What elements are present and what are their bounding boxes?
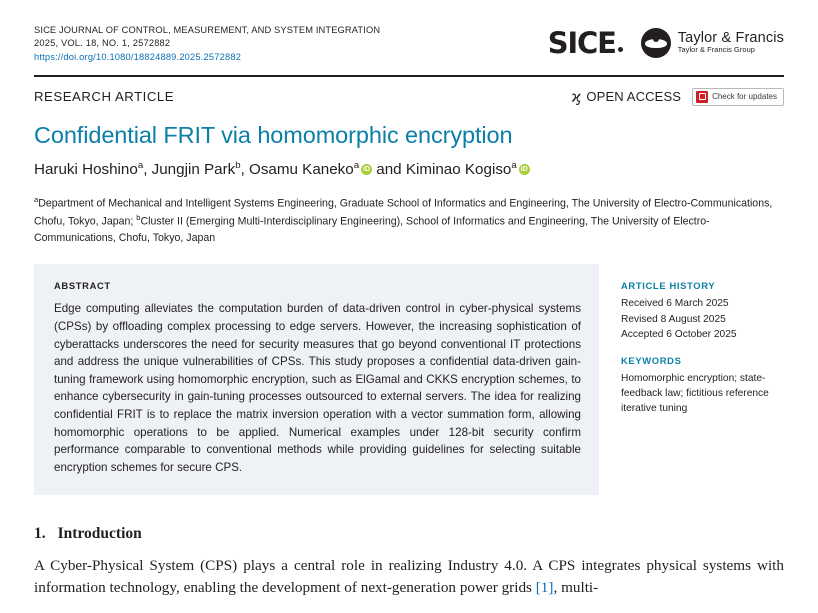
author-separator: and: [372, 160, 406, 178]
taylor-francis-mark-icon: [641, 28, 671, 58]
article-history-group: [621, 280, 784, 341]
masthead-divider: [34, 75, 784, 77]
open-access-lock-icon: ϗ: [571, 88, 582, 107]
abstract-section: [34, 264, 784, 494]
brand-logos: [548, 22, 784, 60]
orcid-icon[interactable]: [361, 164, 372, 175]
article-type: RESEARCH ARTICLE: [34, 89, 175, 105]
citation-link[interactable]: [1]: [535, 578, 554, 596]
publisher-name: Taylor & Francis: [677, 29, 784, 46]
orcid-icon[interactable]: [519, 164, 530, 175]
author-list: [34, 160, 784, 180]
affiliations: [34, 194, 784, 247]
affiliation-text: Cluster II (Emerging Multi-Interdisciplinary Engineering), School of Informatics and Engineering, The University of Electro-Communications, Chofu, Tokyo, Japan: [34, 215, 710, 244]
keywords-text: Homomorphic encryption; state-feedback law; fictitious reference iterative tuning: [621, 372, 769, 414]
publisher-group: Taylor & Francis Group: [677, 45, 755, 55]
author-name[interactable]: Kiminao Kogiso: [405, 160, 512, 178]
section-number: 1.: [34, 524, 46, 542]
abstract-box: [34, 264, 599, 494]
author-name[interactable]: Haruki Hoshino: [34, 160, 138, 178]
check-for-updates-button[interactable]: [692, 88, 784, 106]
affiliation-marker: b: [136, 213, 141, 223]
sice-logo-dot: [618, 47, 623, 52]
masthead: [34, 22, 784, 65]
author-affil-marker: b: [235, 159, 241, 171]
journal-info: [34, 22, 380, 65]
intro-paragraph-part1: A Cyber-Physical System (CPS) plays a central role in realizing Industry 4.0. A CPS integrates physical systems with information technology, enabling the development of next-generation power grids: [34, 556, 784, 596]
article-history-lines: [621, 296, 784, 341]
abstract-label: ABSTRACT: [54, 280, 111, 292]
author-name[interactable]: Jungjin Park: [151, 160, 236, 178]
affiliation-marker: a: [34, 194, 39, 204]
keywords-group: [621, 355, 784, 416]
intro-paragraph: [34, 555, 784, 599]
taylor-francis-logo: [641, 28, 784, 58]
badge-group: [571, 88, 784, 106]
open-access-badge: [571, 88, 682, 107]
page-title: Confidential FRIT via homomorphic encryption: [34, 121, 513, 148]
open-access-label: OPEN ACCESS: [586, 89, 682, 105]
accepted-date: Accepted 6 October 2025: [621, 328, 737, 340]
section-heading: [34, 525, 784, 543]
article-type-row: [34, 88, 784, 106]
check-for-updates-label: Check for updates: [712, 92, 777, 102]
intro-paragraph-part2: , multi-: [553, 578, 599, 596]
sice-logo-text: SICE: [547, 26, 616, 60]
journal-title: SICE JOURNAL OF CONTROL, MEASUREMENT, AND SYSTEM INTEGRATION: [34, 25, 381, 35]
author-affil-marker: a: [137, 159, 144, 171]
sice-logo: [548, 26, 623, 60]
author-affil-marker: a: [353, 159, 360, 171]
abstract-text: Edge computing alleviates the computation burden of data-driven control in cyber-physical systems (CPSs) by offloading complex processing to edge servers. However, the increasing sophistication of cyberattacks underscores the need for security measures that go beyond conventional IT protections and address the unique vulnerabilities of CPSs. This study proposes a confidential data-driven gain-tuning framework using homomorphic encryption, such as ElGamal and CKKS encryption schemes, to enhance cybersecurity in gain-tuning processes outsourced to external servers. The idea for realizing confidential FRIT is to replace the matrix inversion operation with a vector summation form, allowing homomorphic operations to be applied. Numerical examples under 128-bit security confirm performance comparable to conventional methods while providing guidelines for selecting suitable encryption schemes for secure CPS.: [54, 302, 581, 474]
doi-link[interactable]: https://doi.org/10.1080/18824889.2025.2572882: [34, 51, 242, 62]
received-date: Received 6 March 2025: [621, 298, 729, 310]
article-meta-column: [599, 264, 784, 494]
revised-date: Revised 8 August 2025: [621, 313, 726, 325]
keywords-label: KEYWORDS: [621, 354, 682, 366]
author-separator: ,: [143, 160, 152, 178]
crossmark-icon: [696, 91, 708, 103]
journal-issue: 2025, VOL. 18, NO. 1, 2572882: [34, 38, 171, 49]
author-affil-marker: a: [511, 159, 517, 171]
section-title: Introduction: [57, 524, 142, 542]
author-separator: ,: [240, 160, 250, 178]
author-name[interactable]: Osamu Kaneko: [249, 160, 354, 178]
article-history-label: ARTICLE HISTORY: [621, 280, 716, 292]
affiliation-text: Department of Mechanical and Intelligent Systems Engineering, Graduate School of Informatics and Engineering, The University of Electro-Communications, Chofu, Tokyo, Japan;: [34, 197, 773, 228]
